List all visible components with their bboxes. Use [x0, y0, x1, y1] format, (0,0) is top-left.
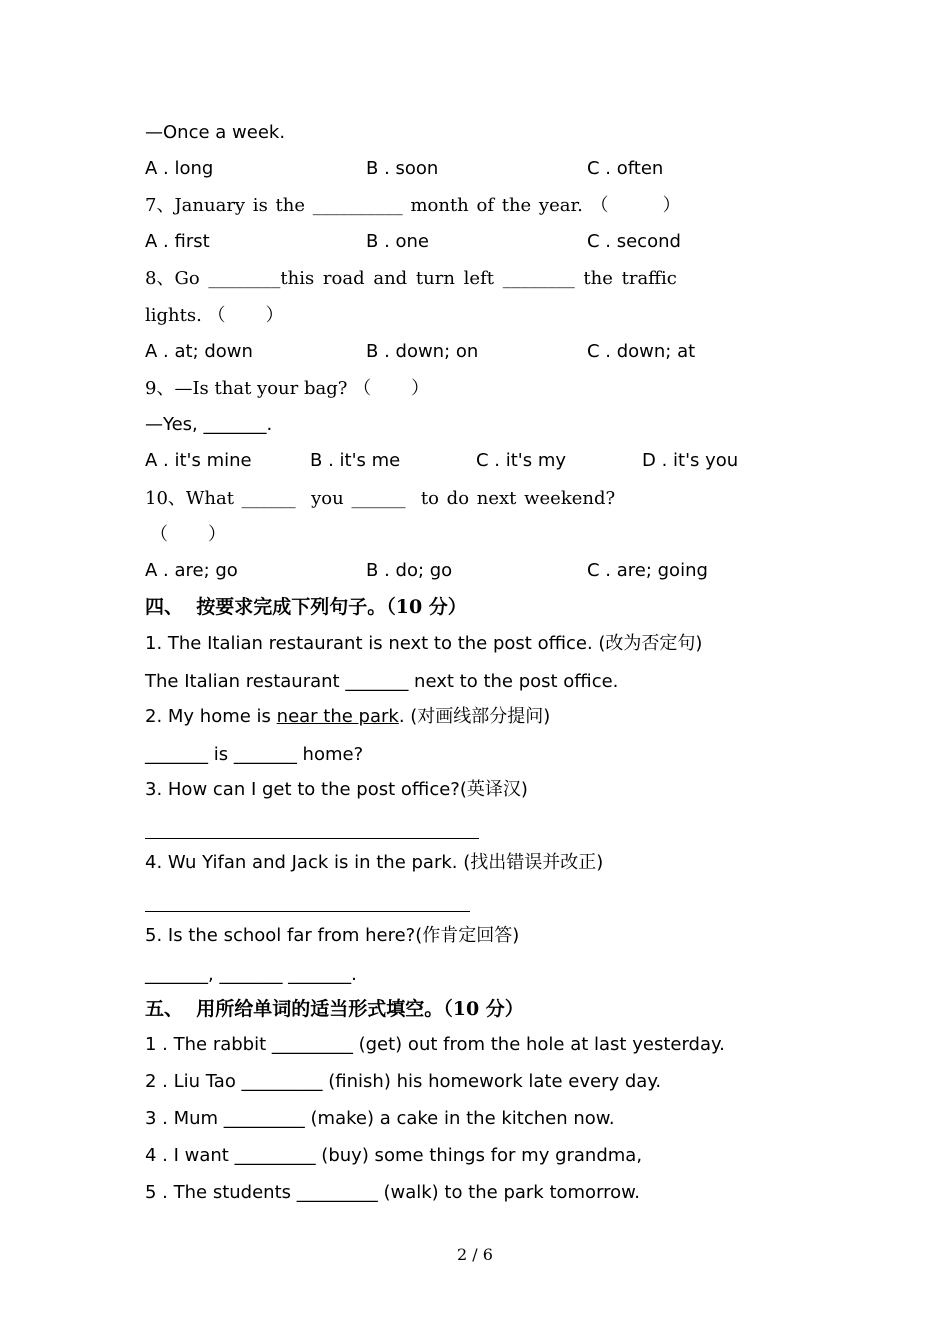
- q6-option-a: A . long: [145, 158, 214, 179]
- q9-answer-line: —Yes, _______.: [145, 414, 273, 435]
- q6-option-b: B . soon: [366, 158, 439, 179]
- s4-item-2-suffix: . (对画线部分提问): [398, 706, 551, 727]
- s4-item-1-answer: The Italian restaurant _______ next to the post office.: [145, 671, 619, 692]
- q9-option-a: A . it's mine: [145, 450, 252, 471]
- q10-stem-line-1: 10、What ______ you ______ to do next weekend?: [145, 488, 616, 509]
- q10-option-a: A . are; go: [145, 560, 238, 581]
- q8-option-a: A . at; down: [145, 341, 253, 362]
- s4-item-5: 5. Is the school far from here?(作肯定回答): [145, 925, 520, 946]
- q8-option-c: C . down; at: [587, 341, 696, 362]
- q7-option-b: B . one: [366, 231, 430, 252]
- q6-answer-line: —Once a week.: [145, 122, 286, 143]
- s5-item-4: 4 . I want _________ (buy) some things for my grandma,: [145, 1145, 643, 1166]
- q9-option-d: D . it's you: [642, 450, 739, 471]
- q7-option-c: C . second: [587, 231, 681, 252]
- q8-stem-line-2: lights. （ ）: [145, 305, 284, 326]
- q10-option-c: C . are; going: [587, 560, 708, 581]
- q7-stem: 7、January is the __________ month of the year. （ ）: [145, 195, 681, 216]
- q8-stem-line-1: 8、Go ________this road and turn left ________ the traffic: [145, 268, 677, 289]
- s4-item-3: 3. How can I get to the post office?(英译汉): [145, 779, 528, 800]
- s4-item-5-answer: _______, _______ _______.: [145, 964, 357, 985]
- q9-option-b: B . it's me: [310, 450, 401, 471]
- page-number: 2 / 6: [457, 1245, 493, 1264]
- section-5-heading: 五、 用所给单词的适当形式填空。（10 分）: [145, 998, 524, 1020]
- q7-option-a: A . first: [145, 231, 210, 252]
- s5-item-3: 3 . Mum _________ (make) a cake in the kitchen now.: [145, 1108, 615, 1129]
- s5-item-2: 2 . Liu Tao _________ (finish) his homework late every day.: [145, 1071, 662, 1092]
- s4-item-2-answer: _______ is _______ home?: [145, 744, 364, 765]
- q6-option-c: C . often: [587, 158, 664, 179]
- q10-stem-line-2: （ ）: [150, 524, 227, 545]
- section-4-heading: 四、 按要求完成下列句子。（10 分）: [145, 596, 467, 618]
- s5-item-1: 1 . The rabbit _________ (get) out from the hole at last yesterday.: [145, 1034, 725, 1055]
- q9-stem: 9、—Is that your bag? （ ）: [145, 378, 430, 399]
- s4-item-2-prefix: 2. My home is: [145, 706, 277, 727]
- q8-option-b: B . down; on: [366, 341, 479, 362]
- s4-item-1: 1. The Italian restaurant is next to the post office. (改为否定句): [145, 633, 703, 654]
- q9-option-c: C . it's my: [476, 450, 567, 471]
- q10-option-b: B . do; go: [366, 560, 453, 581]
- s4-item-2-underlined-phrase: near the park: [276, 706, 399, 727]
- s4-item-3-answer-line: [145, 838, 479, 839]
- s4-item-2: [145, 708, 550, 726]
- s4-item-4: 4. Wu Yifan and Jack is in the park. (找出错误并改正): [145, 852, 604, 873]
- s4-item-4-answer-line: [145, 911, 470, 912]
- s5-item-5: 5 . The students _________ (walk) to the park tomorrow.: [145, 1182, 640, 1203]
